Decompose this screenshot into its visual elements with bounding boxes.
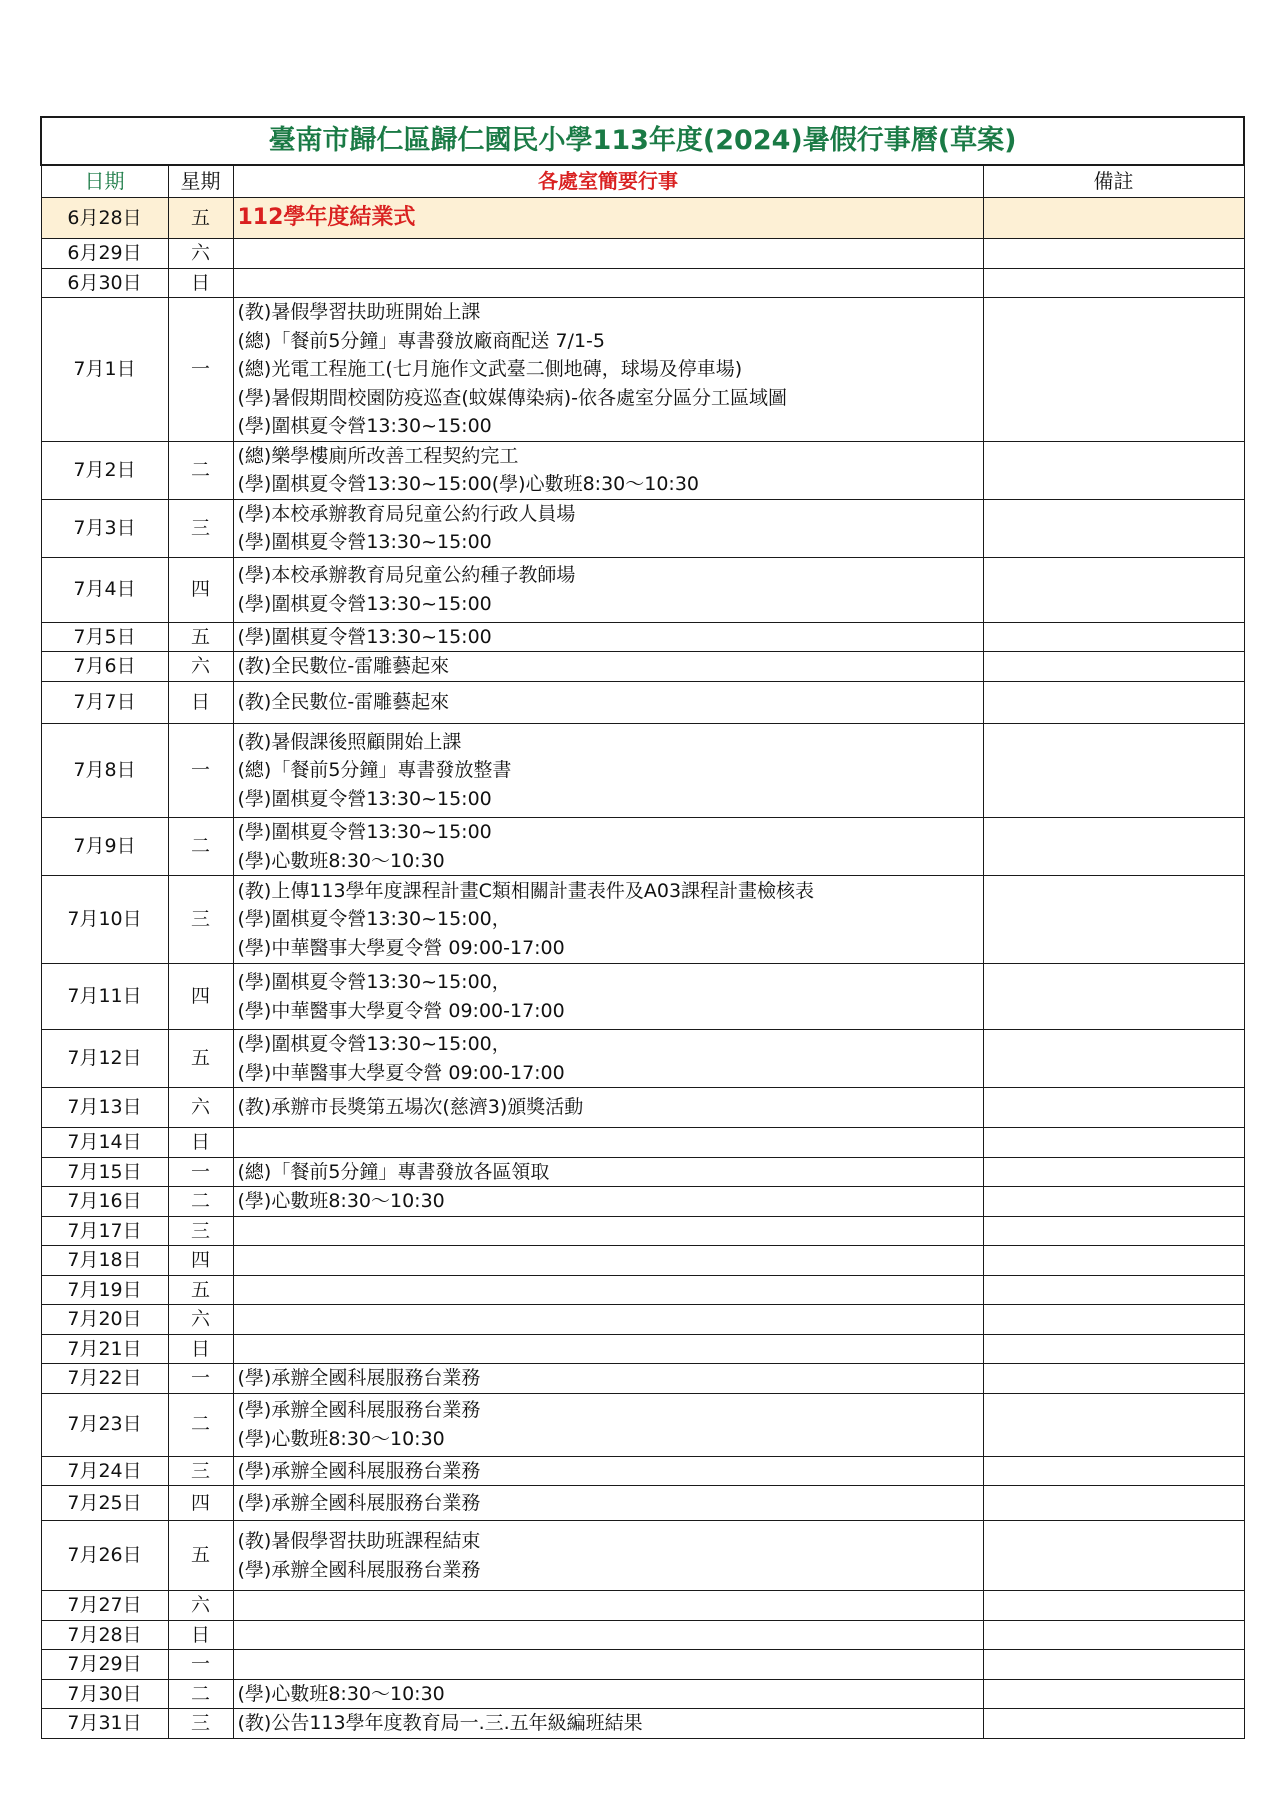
table-row: [41, 682, 1244, 724]
row-weekday: 一: [168, 1650, 233, 1680]
row-events: [233, 876, 983, 964]
event-line: (學)承辦全國科展服務台業務: [237, 1558, 481, 1581]
event-line: (學)承辦全國科展服務台業務: [237, 1399, 481, 1421]
header-events: 各處室簡要行事: [233, 165, 983, 198]
row-notes: [983, 198, 1244, 239]
event-line: (學)中華醫事大學夏令營 09:00-17:00: [237, 936, 565, 959]
row-events: [233, 1030, 983, 1088]
table-row: [41, 1709, 1244, 1739]
row-events: [233, 557, 983, 622]
row-events: [233, 1088, 983, 1128]
row-events: [233, 1456, 983, 1486]
table-row: [41, 652, 1244, 682]
row-weekday: 日: [168, 1620, 233, 1650]
row-date: 7月14日: [41, 1128, 168, 1158]
row-weekday: 六: [168, 1088, 233, 1128]
row-notes: [983, 1334, 1244, 1364]
header-weekday: 星期: [168, 165, 233, 198]
event-line: (學)心數班8:30～10:30: [237, 1190, 445, 1212]
row-weekday: 六: [168, 652, 233, 682]
row-date: 7月11日: [41, 964, 168, 1030]
event-line: (學)圍棋夏令營13:30~15:00: [237, 592, 492, 615]
row-notes: [983, 1246, 1244, 1276]
event-line: (教)公告113學年度教育局一.三.五年級編班結果: [237, 1712, 643, 1734]
row-notes: [983, 818, 1244, 876]
table-row: [41, 724, 1244, 818]
row-events: [233, 239, 983, 269]
table-row: [41, 1364, 1244, 1394]
event-line: (教)上傳113學年度課程計畫C類相關計畫表件及A03課程計畫檢核表: [237, 879, 815, 902]
row-events: [233, 1393, 983, 1456]
event-line: (學)本校承辦教育局兒童公約行政人員場: [237, 502, 576, 525]
row-weekday: 五: [168, 622, 233, 652]
row-events: [233, 441, 983, 499]
row-notes: [983, 1275, 1244, 1305]
row-weekday: 二: [168, 1393, 233, 1456]
row-events: [233, 1275, 983, 1305]
summer-calendar-table: [40, 116, 1245, 1739]
header-date: 日期: [41, 165, 168, 198]
row-events: [233, 682, 983, 724]
row-date: 7月19日: [41, 1275, 168, 1305]
event-line: (教)全民數位-雷雕藝起來: [237, 655, 450, 678]
table-row: [41, 557, 1244, 622]
page-title: 臺南市歸仁區歸仁國民小學113年度(2024)暑假行事曆(草案): [41, 117, 1244, 165]
row-weekday: 日: [168, 1128, 233, 1158]
row-events: [233, 1521, 983, 1591]
table-row: [41, 1591, 1244, 1621]
row-events: [233, 652, 983, 682]
title-row: [41, 117, 1244, 165]
row-weekday: 六: [168, 239, 233, 269]
row-weekday: 一: [168, 1157, 233, 1187]
row-date: 7月18日: [41, 1246, 168, 1276]
row-events: [233, 1157, 983, 1187]
row-weekday: 日: [168, 682, 233, 724]
event-line: (學)承辦全國科展服務台業務: [237, 1491, 481, 1514]
row-notes: [983, 1088, 1244, 1128]
row-events: [233, 818, 983, 876]
event-line: (學)心數班8:30～10:30: [237, 1682, 445, 1705]
table-row: [41, 1456, 1244, 1486]
row-notes: [983, 1393, 1244, 1456]
row-weekday: 五: [168, 1030, 233, 1088]
table-row: [41, 198, 1244, 239]
row-weekday: 一: [168, 724, 233, 818]
row-events: [233, 1246, 983, 1276]
row-weekday: 一: [168, 298, 233, 442]
table-row: [41, 1187, 1244, 1217]
table-row: [41, 1334, 1244, 1364]
row-notes: [983, 1591, 1244, 1621]
table-row: [41, 1679, 1244, 1709]
row-notes: [983, 441, 1244, 499]
row-events: [233, 622, 983, 652]
table-row: [41, 1275, 1244, 1305]
event-line: (學)中華醫事大學夏令營 09:00-17:00: [237, 999, 565, 1022]
table-row: [41, 1216, 1244, 1246]
table-row: [41, 1620, 1244, 1650]
row-notes: [983, 1305, 1244, 1335]
row-date: 6月29日: [41, 239, 168, 269]
row-notes: [983, 557, 1244, 622]
event-line: (學)圍棋夏令營13:30~15:00: [237, 787, 492, 810]
event-line: (教)暑假學習扶助班開始上課: [237, 301, 481, 323]
row-notes: [983, 1216, 1244, 1246]
row-weekday: 二: [168, 1187, 233, 1217]
row-date: 7月29日: [41, 1650, 168, 1680]
event-line: (教)全民數位-雷雕藝起來: [237, 691, 450, 714]
table-row: [41, 239, 1244, 269]
row-notes: [983, 964, 1244, 1030]
row-date: 7月13日: [41, 1088, 168, 1128]
row-notes: [983, 682, 1244, 724]
event-line: (教)暑假課後照顧開始上課: [237, 730, 462, 753]
event-line: (學)暑假期間校園防疫巡查(蚊媒傳染病)-依各處室分區分工區域圖: [237, 386, 788, 409]
row-date: 7月16日: [41, 1187, 168, 1217]
row-weekday: 一: [168, 1364, 233, 1394]
event-line: (學)圍棋夏令營13:30~15:00: [237, 625, 492, 648]
row-events: [233, 964, 983, 1030]
table-row: [41, 1246, 1244, 1276]
row-date: 7月31日: [41, 1709, 168, 1739]
event-line: (總)「餐前5分鐘」專書發放廠商配送 7/1-5: [237, 329, 605, 352]
row-weekday: 四: [168, 964, 233, 1030]
row-events: [233, 1128, 983, 1158]
row-events: [233, 1486, 983, 1521]
table-row: [41, 268, 1244, 298]
event-line: (學)心數班8:30～10:30: [237, 849, 445, 872]
row-events: [233, 1650, 983, 1680]
row-date: 7月20日: [41, 1305, 168, 1335]
row-date: 7月30日: [41, 1679, 168, 1709]
row-date: 7月5日: [41, 622, 168, 652]
row-weekday: 五: [168, 198, 233, 239]
table-row: [41, 1393, 1244, 1456]
row-date: 7月7日: [41, 682, 168, 724]
row-events: [233, 1187, 983, 1217]
row-notes: [983, 1128, 1244, 1158]
row-date: 7月26日: [41, 1521, 168, 1591]
table-row: [41, 1650, 1244, 1680]
row-date: 7月12日: [41, 1030, 168, 1088]
table-row: [41, 1088, 1244, 1128]
row-events: [233, 1679, 983, 1709]
row-weekday: 三: [168, 1709, 233, 1739]
row-date: 6月28日: [41, 198, 168, 239]
event-line: (學)心數班8:30～10:30: [237, 1427, 445, 1450]
row-weekday: 二: [168, 1679, 233, 1709]
table-row: [41, 622, 1244, 652]
event-line: (學)圍棋夏令營13:30~15:00，: [237, 908, 511, 931]
row-events: [233, 1364, 983, 1394]
table-row: [41, 1521, 1244, 1591]
row-events: [233, 1620, 983, 1650]
table-row: [41, 964, 1244, 1030]
row-events: [233, 1591, 983, 1621]
row-weekday: 五: [168, 1275, 233, 1305]
table-row: [41, 1128, 1244, 1158]
row-events: [233, 724, 983, 818]
row-date: 7月4日: [41, 557, 168, 622]
row-date: 6月30日: [41, 268, 168, 298]
event-line: (學)圍棋夏令營13:30~15:00，: [237, 1033, 511, 1055]
event-line: (學)圍棋夏令營13:30~15:00: [237, 821, 492, 843]
row-notes: [983, 652, 1244, 682]
row-events: [233, 268, 983, 298]
table-row: [41, 876, 1244, 964]
row-weekday: 三: [168, 1216, 233, 1246]
row-date: 7月8日: [41, 724, 168, 818]
row-notes: [983, 1157, 1244, 1187]
event-line: (學)圍棋夏令營13:30~15:00(學)心數班8:30～10:30: [237, 473, 700, 495]
row-notes: [983, 1456, 1244, 1486]
row-notes: [983, 239, 1244, 269]
row-weekday: 四: [168, 1486, 233, 1521]
row-date: 7月24日: [41, 1456, 168, 1486]
row-date: 7月21日: [41, 1334, 168, 1364]
row-weekday: 三: [168, 1456, 233, 1486]
row-weekday: 六: [168, 1305, 233, 1335]
row-notes: [983, 268, 1244, 298]
row-events: [233, 1305, 983, 1335]
event-line: (學)圍棋夏令營13:30~15:00: [237, 531, 492, 553]
row-date: 7月15日: [41, 1157, 168, 1187]
row-date: 7月27日: [41, 1591, 168, 1621]
row-notes: [983, 499, 1244, 557]
row-date: 7月22日: [41, 1364, 168, 1394]
event-line: 112學年度結業式: [237, 204, 416, 230]
row-date: 7月23日: [41, 1393, 168, 1456]
row-date: 7月9日: [41, 818, 168, 876]
row-notes: [983, 1486, 1244, 1521]
row-notes: [983, 1364, 1244, 1394]
row-date: 7月17日: [41, 1216, 168, 1246]
row-notes: [983, 622, 1244, 652]
row-date: 7月2日: [41, 441, 168, 499]
table-row: [41, 499, 1244, 557]
table-row: [41, 1157, 1244, 1187]
row-date: 7月25日: [41, 1486, 168, 1521]
row-events: [233, 1216, 983, 1246]
row-weekday: 四: [168, 557, 233, 622]
event-line: (總)「餐前5分鐘」專書發放各區領取: [237, 1160, 550, 1183]
row-notes: [983, 724, 1244, 818]
row-notes: [983, 1620, 1244, 1650]
row-notes: [983, 876, 1244, 964]
table-row: [41, 818, 1244, 876]
event-line: (學)承辦全國科展服務台業務: [237, 1459, 481, 1482]
row-date: 7月6日: [41, 652, 168, 682]
row-events: [233, 198, 983, 239]
row-weekday: 日: [168, 268, 233, 298]
row-notes: [983, 1650, 1244, 1680]
row-notes: [983, 1187, 1244, 1217]
event-line: (學)承辦全國科展服務台業務: [237, 1367, 481, 1389]
row-events: [233, 1709, 983, 1739]
row-notes: [983, 1521, 1244, 1591]
row-events: [233, 1334, 983, 1364]
row-notes: [983, 298, 1244, 442]
event-line: (學)圍棋夏令營13:30~15:00，: [237, 971, 511, 993]
event-line: (教)承辦市長獎第五場次(慈濟3)頒獎活動: [237, 1096, 584, 1119]
row-weekday: 四: [168, 1246, 233, 1276]
table-row: [41, 441, 1244, 499]
event-line: (學)圍棋夏令營13:30~15:00: [237, 415, 492, 437]
row-date: 7月1日: [41, 298, 168, 442]
header-row: [41, 165, 1244, 198]
row-date: 7月28日: [41, 1620, 168, 1650]
row-weekday: 日: [168, 1334, 233, 1364]
row-notes: [983, 1709, 1244, 1739]
event-line: (教)暑假學習扶助班課程結束: [237, 1530, 481, 1552]
row-events: [233, 499, 983, 557]
event-line: (學)中華醫事大學夏令營 09:00-17:00: [237, 1061, 565, 1084]
row-events: [233, 298, 983, 442]
header-notes: 備註: [983, 165, 1244, 198]
row-date: 7月10日: [41, 876, 168, 964]
row-notes: [983, 1679, 1244, 1709]
row-weekday: 三: [168, 876, 233, 964]
event-line: (總)「餐前5分鐘」專書發放整書: [237, 759, 512, 782]
row-weekday: 三: [168, 499, 233, 557]
event-line: (總)光電工程施工(七月施作文武臺二側地磚，球場及停車場): [237, 358, 743, 380]
row-weekday: 二: [168, 441, 233, 499]
event-line: (學)本校承辦教育局兒童公約種子教師場: [237, 564, 576, 586]
row-date: 7月3日: [41, 499, 168, 557]
table-row: [41, 1486, 1244, 1521]
row-notes: [983, 1030, 1244, 1088]
table-row: [41, 1305, 1244, 1335]
table-row: [41, 1030, 1244, 1088]
event-line: (總)樂學樓廁所改善工程契約完工: [237, 444, 519, 467]
row-weekday: 五: [168, 1521, 233, 1591]
row-weekday: 六: [168, 1591, 233, 1621]
table-row: [41, 298, 1244, 442]
row-weekday: 二: [168, 818, 233, 876]
